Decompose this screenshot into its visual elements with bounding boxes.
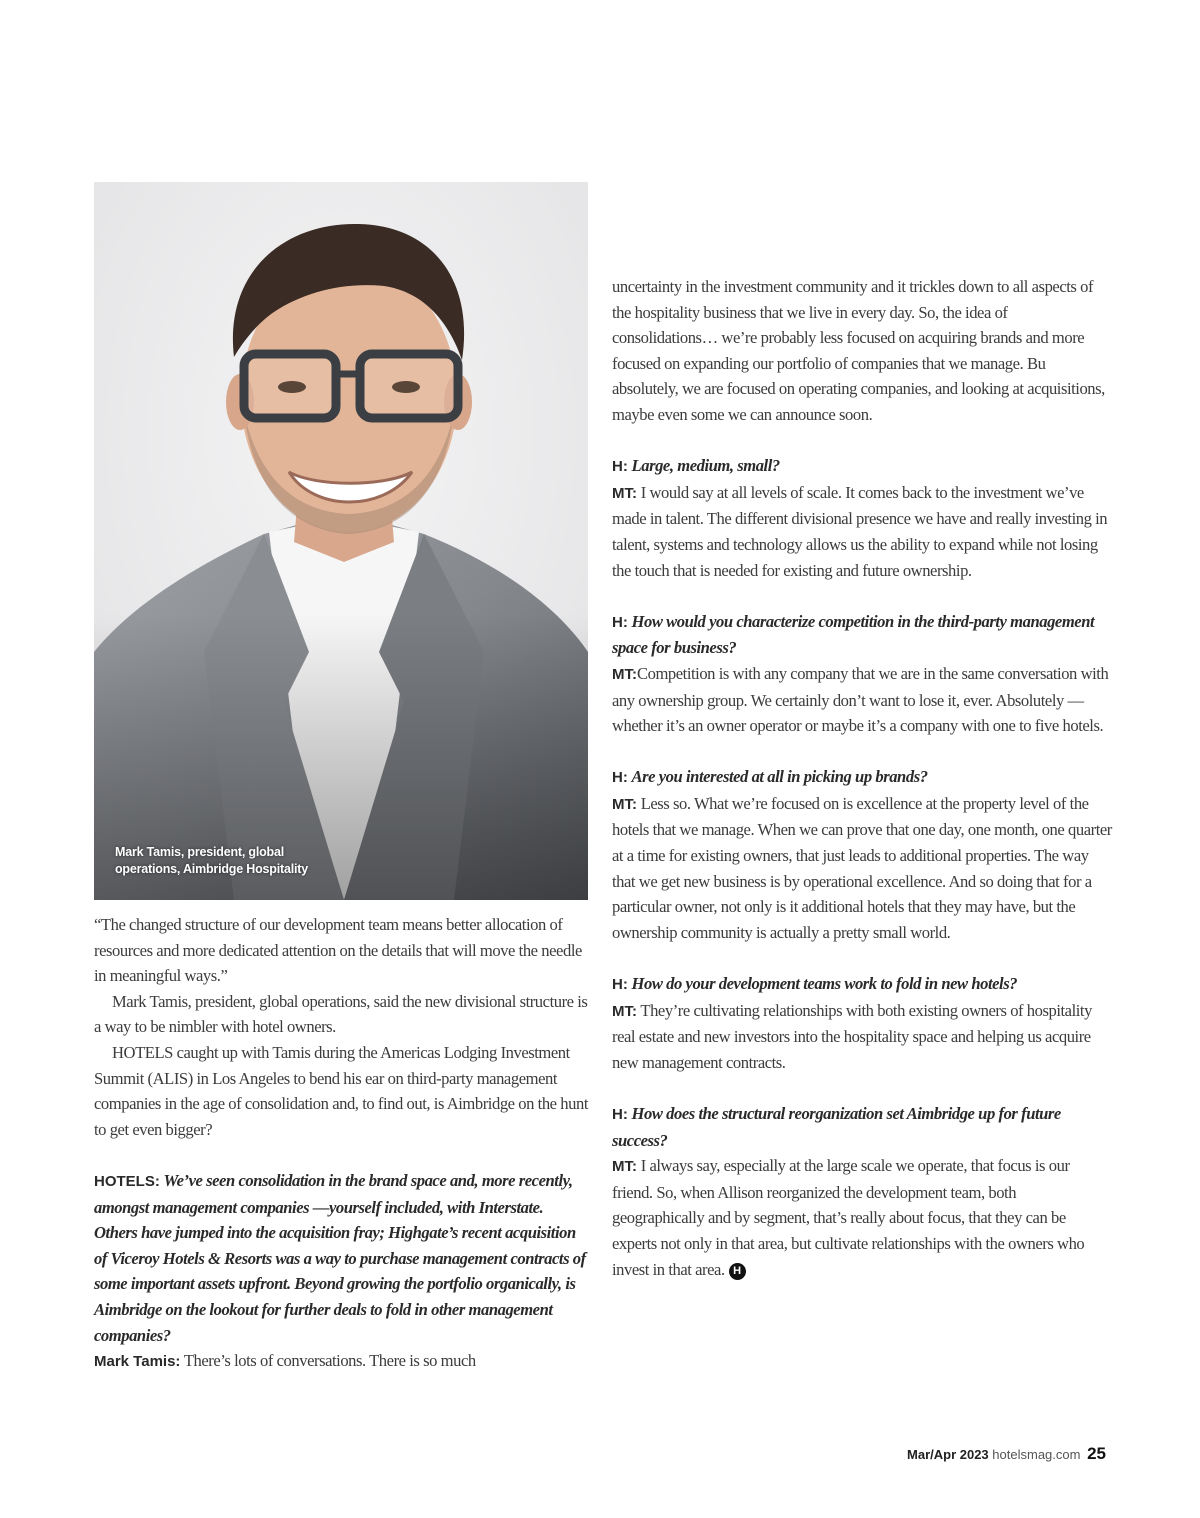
photo-caption — [115, 844, 335, 878]
question-text: We’ve seen consolidation in the brand space and, more recently, amongst management companies —yourself included, with Interstate. Others have jumped into the acquisition fray; Highgate’s recent acquisition of Viceroy Hotels & Resorts was a way to purchase management contracts of some important assets upfront. Beyond growing the portfolio organically, is Aimbridge on the lookout for further deals to fold in other management companies? — [94, 1170, 586, 1345]
page-footer — [907, 1444, 1106, 1464]
hotels-end-mark-icon: H — [729, 1263, 746, 1280]
question-text: How does the structural reorganization set Aimbridge up for future success? — [612, 1104, 1061, 1150]
question-block — [612, 971, 1112, 998]
speaker-label: H: — [612, 976, 628, 994]
answer-block — [94, 1348, 588, 1375]
answer-continued: uncertainty in the investment community and it trickles down to all aspects of the hospitality business that we live in every day. So, the idea of consolidations… we’re probably less focused on acquiring brands and more focused on expanding our portfolio of companies that we manage. Bu absolutely, we are focused on operating companies, and looking at acquisitions, maybe even some we can announce soon. — [612, 277, 1105, 424]
speaker-label: H: — [612, 769, 628, 787]
question-block — [94, 1168, 588, 1348]
issue-date: Mar/Apr 2023 — [907, 1447, 989, 1462]
answer-text: Competition is with any company that we are in the same conversation with any ownership group. We certainly don’t want to lose it, ever. Absolutely — whether it’s an owner operator or maybe it’s a company with one to five hotels. — [612, 663, 1109, 736]
left-column — [94, 912, 588, 1375]
answer-text: I would say at all levels of scale. It comes back to the investment we’ve made in talent. The different divisional presence we have and really investing in talent, systems and technology allows us the ability to expand while not losing the touch that is needed for existing and future ownership. — [612, 482, 1108, 580]
speaker-label: H: — [612, 1106, 628, 1123]
question-block — [612, 609, 1112, 661]
answer-block — [612, 661, 1112, 739]
speaker-label: MT: — [612, 795, 637, 813]
answer-block — [612, 791, 1112, 946]
answer-text: I always say, especially at the large scale we operate, that focus is our friend. So, when Allison reorganized the development team, both geographically and by segment, that’s really about focus, that they can be experts not only in that area, but cultivate relationships with the owners who invest in that area. — [612, 1156, 1085, 1279]
speaker-label: MT: — [612, 484, 637, 502]
speaker-label: MT: — [612, 665, 637, 683]
speaker-label: Mark Tamis: — [94, 1353, 181, 1371]
question-text: How do your development teams work to fold in new hotels? — [631, 974, 1018, 994]
question-block — [612, 764, 1112, 791]
question-text: Are you interested at all in picking up brands? — [631, 767, 928, 787]
speaker-label: HOTELS: — [94, 1172, 160, 1190]
speaker-label: H: — [612, 458, 628, 476]
portrait-photo — [94, 182, 588, 900]
answer-text: They’re cultivating relationships with both existing owners of hospitality real estate and new investors into the hospitality space and helping us acquire new management contracts. — [612, 1000, 1092, 1072]
website-link[interactable]: hotelsmag.com — [992, 1447, 1081, 1462]
answer-text: There’s lots of conversations. There is so much — [183, 1351, 476, 1371]
answer-block — [612, 480, 1112, 583]
question-block — [612, 453, 1112, 480]
caption-line: operations, Aimbridge Hospitality — [115, 862, 308, 876]
portrait-illustration — [94, 182, 588, 900]
speaker-label: H: — [612, 613, 628, 631]
answer-block — [612, 998, 1112, 1076]
question-text: Large, medium, small? — [631, 456, 780, 476]
pull-quote-paragraph: “The changed structure of our development team means better allocation of resources and more dedicated attention on the details that will move the needle in meaningful ways.” — [94, 915, 582, 986]
body-paragraph: Mark Tamis, president, global operations, said the new divisional structure is a way to be nimbler with hotel owners. — [94, 991, 588, 1037]
speaker-label: MT: — [612, 1002, 637, 1020]
answer-text: Less so. What we’re focused on is excellence at the property level of the hotels that we manage. When we can prove that one day, one month, one quarter at a time for existing owners, that just leads to additional properties. The way that we get new business is by operational excellence. And so doing that for a particular owner, not only is it additional hotels that they may have, but the ownership community is actually a pretty small world. — [612, 793, 1112, 942]
answer-block — [612, 1153, 1112, 1282]
body-paragraph: HOTELS caught up with Tamis during the Americas Lodging Investment Summit (ALIS) in Los Angeles to bend his ear on third-party management companies in the age of consolidation and, to find out, is Aimbridge on the hunt to get even bigger? — [94, 1042, 588, 1139]
page-number: 25 — [1087, 1444, 1106, 1463]
question-block — [612, 1101, 1112, 1153]
speaker-label: MT: — [612, 1158, 637, 1176]
caption-line: Mark Tamis, president, global — [115, 845, 285, 859]
question-text: How would you characterize competition in the third-party management space for business? — [612, 611, 1095, 658]
right-column — [612, 274, 1112, 1282]
